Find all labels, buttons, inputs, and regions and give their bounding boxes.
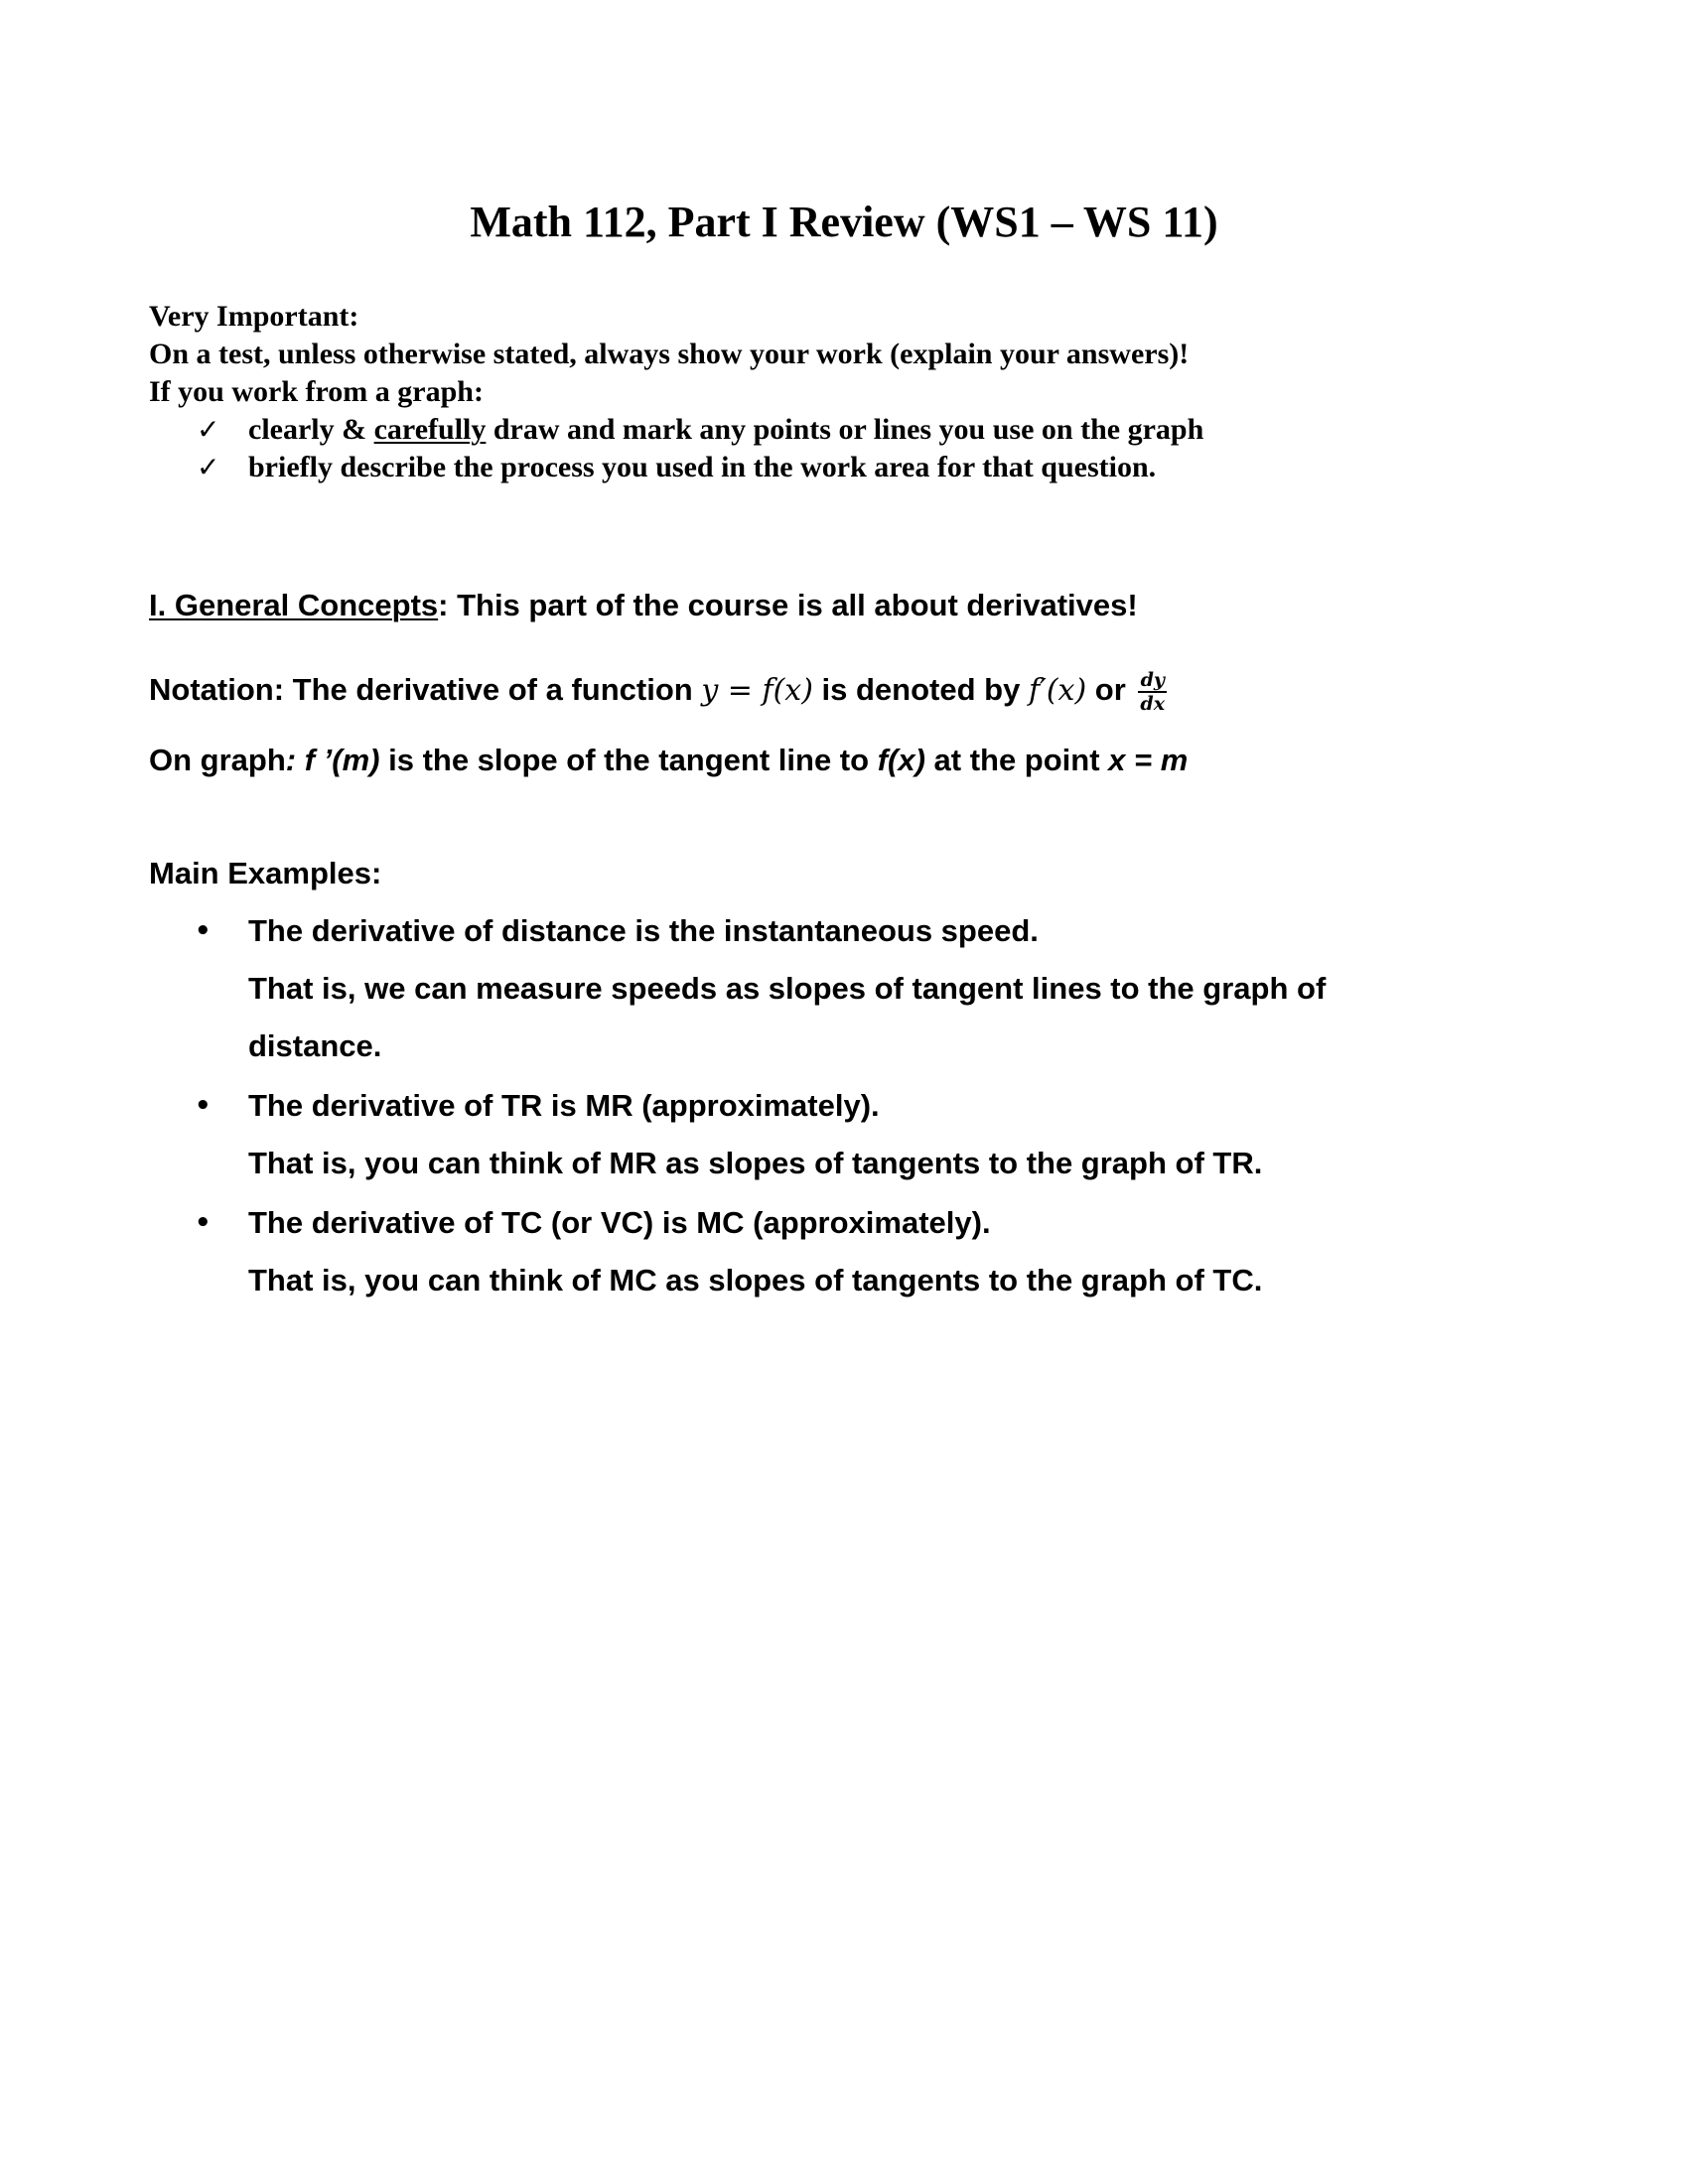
checkmark-icon: ✓ [197, 451, 220, 483]
math-f-prime-x: f′(x) [1028, 673, 1087, 709]
math-y-equals-fx: y = f(x) [701, 673, 813, 709]
section-heading-rest: : This part of the course is all about derivatives! [438, 588, 1138, 622]
on-graph-line: On graph: f ’(m) is the slope of the tangent line to f(x) at the point x = m [149, 743, 1189, 777]
important-line-show-work: On a test, unless otherwise stated, always show your work (explain your answers)! [149, 338, 1190, 370]
section-heading: I. General Concepts [149, 588, 439, 622]
important-line-graph: If you work from a graph: [149, 375, 484, 408]
example-1-line-1: The derivative of distance is the instantaneous speed. [248, 913, 1039, 948]
example-1-line-3: distance. [248, 1028, 382, 1063]
underlined-carefully: carefully [373, 413, 487, 446]
example-2-line-2: That is, you can think of MR as slopes of tangents to the graph of TR. [248, 1146, 1263, 1180]
bullet-icon: • [195, 1091, 211, 1121]
example-1-line-2: That is, we can measure speeds as slopes of tangent lines to the graph of [248, 971, 1327, 1006]
checkmark-icon: ✓ [197, 413, 220, 446]
example-2-line-1: The derivative of TR is MR (approximately). [248, 1088, 880, 1123]
example-3-line-1: The derivative of TC (or VC) is MC (approximately). [248, 1205, 991, 1240]
section-general-concepts [149, 586, 1138, 625]
page-title: Math 112, Part I Review (WS1 – WS 11) [470, 198, 1218, 246]
bullet-icon: • [195, 916, 211, 946]
checklist-item-describe-process: ✓ briefly describe the process you used in the work area for that question. [197, 449, 1156, 486]
example-3-line-2: That is, you can think of MC as slopes of tangents to the graph of TC. [248, 1263, 1263, 1297]
checklist-item-mark-points: ✓ clearly & carefully draw and mark any points or lines you use on the graph [197, 411, 1203, 449]
important-heading: Very Important: [149, 300, 359, 333]
bullet-icon: • [195, 1208, 211, 1238]
notation-line: Notation: The derivative of a function y = f(x) is denoted by f′(x) or $\frac{dy}{dx}$ [149, 669, 1166, 715]
math-dy-dx-fraction: $\frac{dy}{dx}$ [1140, 669, 1166, 715]
examples-heading: Main Examples: [149, 856, 382, 890]
